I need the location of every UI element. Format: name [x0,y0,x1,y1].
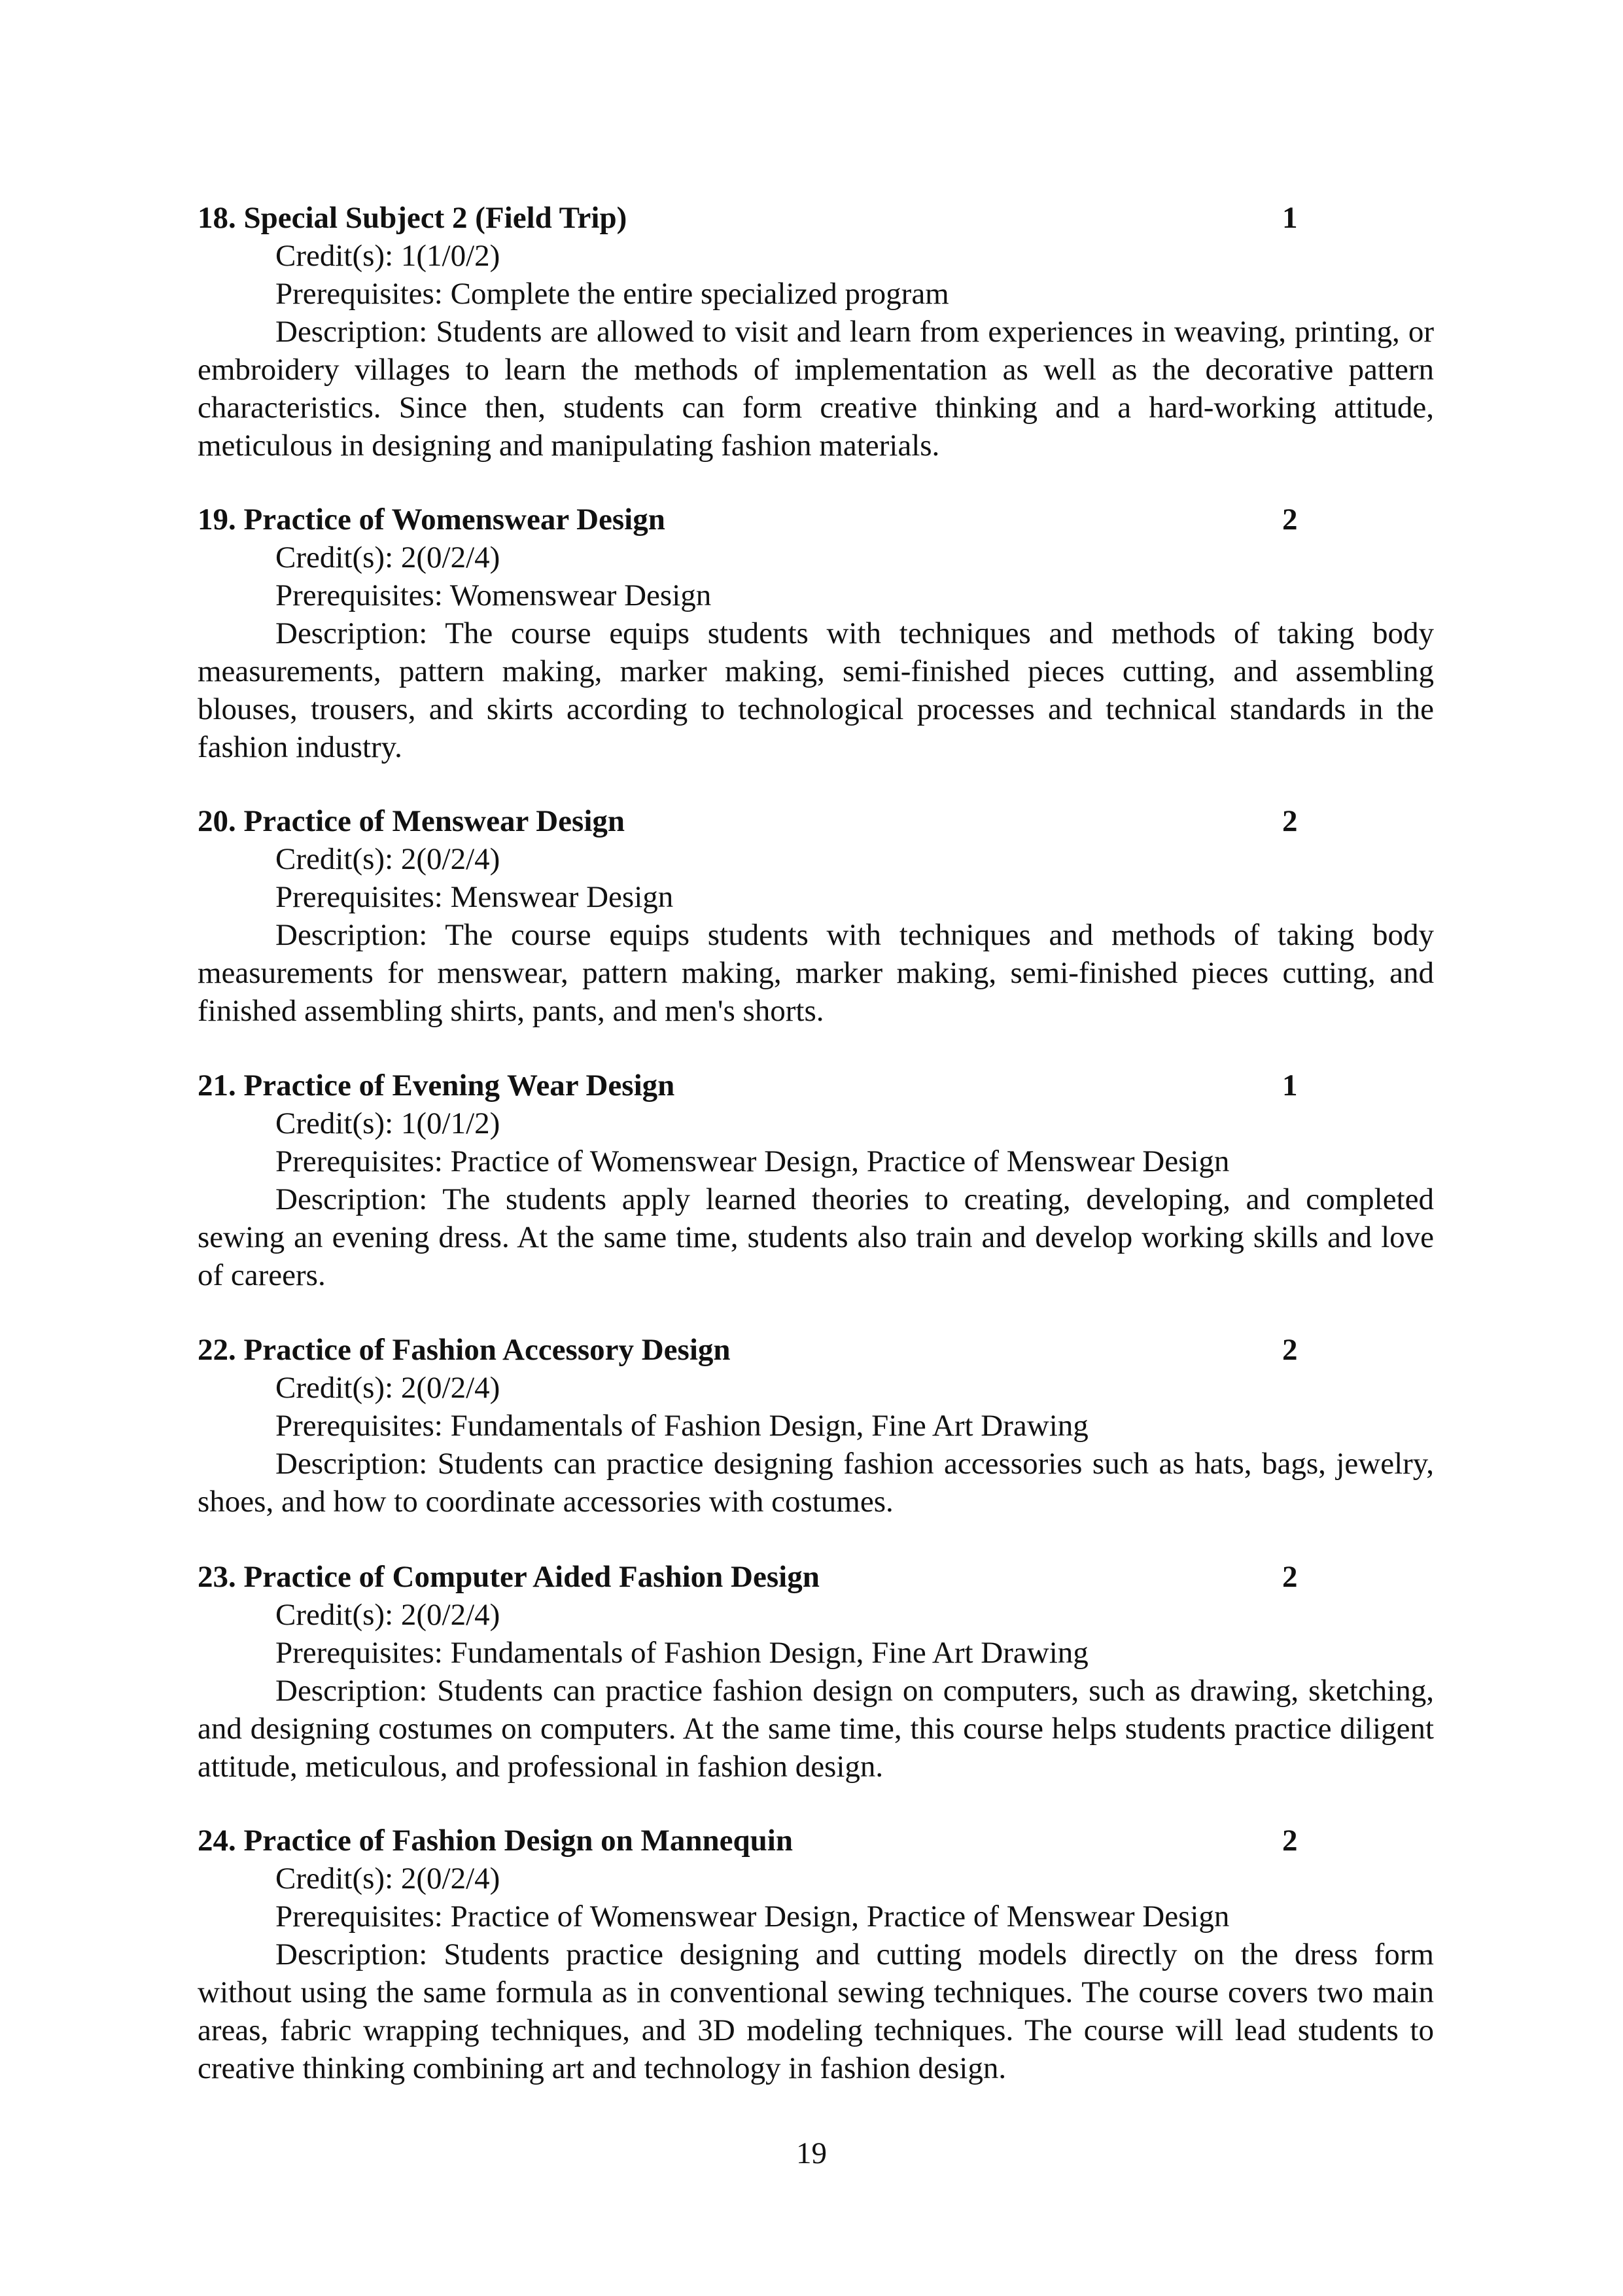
course-description: Description: The students apply learned theories to creating, developing, and completed sewing an evening dress. At the same time, students also train and develop working skills and love of careers. [198,1182,1434,1292]
course-prerequisites: Prerequisites: Practice of Womenswear Design, Practice of Menswear Design [275,1144,1230,1178]
course-prerequisites: Prerequisites: Menswear Design [275,880,674,914]
course-credit-count: 2 [1282,1333,1298,1367]
course-header [198,1822,1434,1860]
course-description: Description: Students are allowed to visit and learn from experiences in weaving, printing, or embroidery villages to learn the methods of implementation as well as the decorative pattern characteristics. Since then, students can form creative thinking and a hard-working attitude, meticulous in designing and manipulating fashion materials. [198,315,1434,463]
course-18 [198,199,1434,465]
course-description: Description: The course equips students with techniques and methods of taking body measurements, pattern making, marker making, semi-finished pieces cutting, and assembling blouses, trousers, and skirts according to technological processes and technical standards in the fashion industry. [198,616,1434,764]
course-credit-count: 1 [1282,201,1298,235]
course-22 [198,1331,1434,1521]
page-number: 19 [796,2136,827,2170]
course-header [198,199,1434,237]
course-header [198,802,1434,840]
course-title: 21. Practice of Evening Wear Design [198,1069,675,1103]
course-description: Description: Students can practice fashion design on computers, such as drawing, sketching, and designing costumes on computers. At the same time, this course helps students practice diligent attitude, meticulous, and professional in fashion design. [198,1674,1434,1784]
course-header [198,501,1434,539]
course-description: Description: The course equips students with techniques and methods of taking body measurements for menswear, pattern making, marker making, semi-finished pieces cutting, and finished assembling shirts, pants, and men's shorts. [198,918,1434,1028]
course-21 [198,1067,1434,1294]
course-credit-count: 2 [1282,503,1298,537]
course-description: Description: Students can practice designing fashion accessories such as hats, bags, jewelry, shoes, and how to coordinate accessories with costumes. [198,1447,1434,1519]
course-credits: Credit(s): 1(0/1/2) [275,1106,500,1140]
course-credit-count: 1 [1282,1069,1298,1103]
course-credits: Credit(s): 2(0/2/4) [275,842,500,876]
course-title: 18. Special Subject 2 (Field Trip) [198,201,627,235]
course-prerequisites: Prerequisites: Practice of Womenswear Design, Practice of Menswear Design [275,1899,1230,1934]
course-header [198,1331,1434,1369]
course-header [198,1558,1434,1596]
course-credit-count: 2 [1282,1824,1298,1858]
course-credit-count: 2 [1282,1560,1298,1594]
course-title: 24. Practice of Fashion Design on Mannequin [198,1824,794,1858]
course-prerequisites: Prerequisites: Fundamentals of Fashion Design, Fine Art Drawing [275,1409,1089,1443]
course-credits: Credit(s): 2(0/2/4) [275,540,500,574]
course-title: 20. Practice of Menswear Design [198,804,625,838]
course-24 [198,1822,1434,2087]
course-prerequisites: Prerequisites: Womenswear Design [275,578,712,612]
course-credits: Credit(s): 2(0/2/4) [275,1862,500,1896]
course-header [198,1067,1434,1104]
course-credits: Credit(s): 1(1/0/2) [275,239,500,273]
course-title: 22. Practice of Fashion Accessory Design [198,1333,731,1367]
course-credit-count: 2 [1282,804,1298,838]
course-credits: Credit(s): 2(0/2/4) [275,1371,500,1405]
course-prerequisites: Prerequisites: Fundamentals of Fashion Design, Fine Art Drawing [275,1636,1089,1670]
course-title: 19. Practice of Womenswear Design [198,503,665,537]
course-prerequisites: Prerequisites: Complete the entire specialized program [275,277,949,311]
course-description: Description: Students practice designing and cutting models directly on the dress form without using the same formula as in conventional sewing techniques. The course covers two main areas, fabric wrapping techniques, and 3D modeling techniques. The course will lead students to creative thinking combining art and technology in fashion design. [198,1937,1434,2085]
course-19 [198,501,1434,766]
course-credits: Credit(s): 2(0/2/4) [275,1598,500,1632]
course-20 [198,802,1434,1030]
course-title: 23. Practice of Computer Aided Fashion Design [198,1560,820,1594]
course-23 [198,1558,1434,1786]
